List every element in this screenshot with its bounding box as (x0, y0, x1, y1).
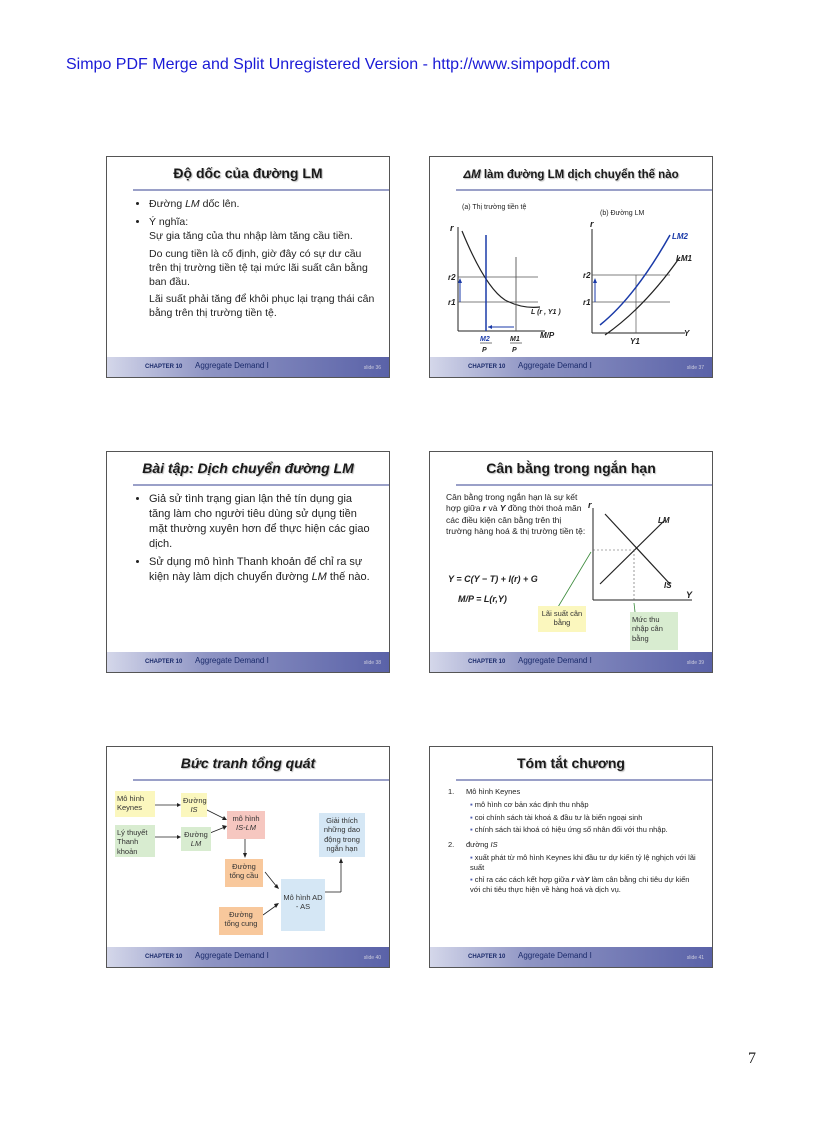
equilibrium-text: Cân bằng trong ngắn hạn là sự kết hợp giữa r và Y đồng thời thoả mãn các điều kiện cân bằng trên thị trường hàng hoá & thị trường tiền tệ: (446, 492, 586, 537)
slide-title: Bài tập: Dịch chuyển đường LM (142, 460, 354, 476)
lm2-curve (600, 235, 670, 325)
summary-heading-2: 2. đường IS (448, 840, 498, 849)
r1-label-b: r1 (583, 298, 591, 307)
watermark-text: Simpo PDF Merge and Split Unregistered Version - http://www.simpopdf.com (66, 56, 611, 73)
slide-exercise (106, 451, 390, 673)
footer-title: Aggregate Demand I (518, 951, 592, 960)
slide-title: Cân bằng trong ngắn hạn (486, 460, 656, 476)
summary-item: ▪ mô hình cơ bản xác định thu nhập (470, 799, 589, 809)
aggregate-demand-box: Đường tổng cầu (225, 859, 263, 887)
bullet: • Đường LM dốc lên. (149, 197, 375, 211)
p-label: P (482, 347, 487, 354)
slide-chapter-summary (429, 746, 713, 968)
summary-item: ▪ xuất phát từ mô hình Keynes khi đầu tư dự kiến tỷ lệ nghịch với lãi suất (470, 852, 696, 872)
axis-r-label: r (588, 500, 592, 510)
slide-number: slide 39 (686, 660, 704, 666)
summary-sublist-2 (448, 853, 700, 895)
lm1-curve (605, 257, 680, 335)
money-demand-label: L (r , Y1 ) (531, 309, 561, 316)
slide-number: slide 37 (686, 365, 704, 371)
slide-lm-slope (106, 156, 390, 378)
income-pointer (634, 603, 635, 612)
m2-label: M2 (480, 336, 490, 343)
equilibrium-rate-box: Lãi suất cân bằng (538, 606, 586, 632)
footer-chapter: CHAPTER 10 (145, 659, 183, 665)
summary-item: ▪ chỉ ra các cách kết hợp giữa r vàY làm cân bằng chi tiêu dự kiến với chi tiêu thực hiện về hàng hoá và dịch vụ. (470, 875, 690, 894)
slide-footer (107, 652, 389, 672)
equilibrium-income-box: Mức thu nhập cân bằng (630, 612, 678, 650)
slide-title: Bức tranh tổng quát (180, 755, 316, 771)
paragraph: Lãi suất phải tăng để khôi phục lại trạng thái cân bằng trên thị trường tiền tệ. (149, 293, 375, 320)
footer-chapter: CHAPTER 10 (468, 954, 506, 960)
r1-label: r1 (448, 298, 456, 307)
ad-as-model-box: Mô hình AD - AS (281, 879, 325, 931)
title-rule (133, 484, 389, 486)
page-number: 7 (748, 1050, 756, 1067)
summary-list (448, 787, 700, 895)
slide-number: slide 40 (363, 955, 381, 961)
summary-item: ▪ chính sách tài khoá có hiệu ứng số nhân đối với thu nhập. (470, 825, 668, 835)
y1-label: Y1 (630, 337, 640, 346)
slide-number: slide 36 (363, 365, 381, 371)
paragraph: Do cung tiền là cố định, giờ đây có sự dư cầu trên thị trường tiền tệ tại mức lãi suất cân bằng ban đầu. (149, 247, 368, 288)
slide-body (137, 492, 375, 589)
r2-label-b: r2 (583, 271, 591, 280)
slide-number: slide 41 (686, 955, 704, 961)
summary-heading-1: 1. Mô hình Keynes (448, 787, 521, 796)
footer-title: Aggregate Demand I (195, 361, 269, 370)
slide-short-run-equilibrium (429, 451, 713, 673)
footer-chapter: CHAPTER 10 (468, 364, 506, 370)
is-lm-model-box: mô hình IS-LM (227, 811, 265, 839)
panel-a-label: (a) Thị trường tiền tệ (462, 204, 527, 211)
footer-title: Aggregate Demand I (518, 361, 592, 370)
slide-footer (430, 357, 712, 377)
footer-chapter: CHAPTER 10 (145, 954, 183, 960)
rate-pointer (558, 552, 591, 607)
money-market-lm-graph (430, 157, 712, 357)
lm-equation: M/P = L(r,Y) (458, 594, 507, 604)
slide-title: Độ dốc của đường LM (173, 165, 323, 181)
axis-r-label-b: r (590, 219, 594, 229)
slide-footer (107, 357, 389, 377)
title-rule (456, 779, 712, 781)
lm1-label: LM1 (676, 254, 692, 263)
slide-footer (430, 947, 712, 967)
axis-y-label: Y (686, 590, 693, 600)
footer-chapter: CHAPTER 10 (145, 364, 183, 370)
bullet: • Ý nghĩa: Sự gia tăng của thu nhập làm tăng cầu tiền. Do cung tiền là cố định, giờ đây có sự dư cầu trên thị trường tiền tệ tại mức lãi suất cân bằng ban đầu. Lãi suất phải tăng để khôi phục lại trạng thái cân bằng trên thị trường tiền tệ. (149, 215, 375, 320)
is-curve-box: Đường IS (181, 793, 207, 817)
keynes-model-box: Mô hình Keynes (115, 791, 155, 817)
p-label-2: P (512, 347, 517, 354)
axis-mp-label: M/P (540, 331, 555, 340)
slide-title: Tóm tắt chương (517, 755, 625, 771)
slide-lm-shift (429, 156, 713, 378)
aggregate-supply-box: Đường tổng cung (219, 907, 263, 935)
panel-b-label: (b) Đường LM (600, 210, 645, 217)
money-demand-curve (462, 231, 540, 307)
slide-big-picture (106, 746, 390, 968)
axis-r-label: r (450, 223, 454, 233)
slide-body (137, 197, 375, 324)
footer-title: Aggregate Demand I (195, 951, 269, 960)
is-equation: Y = C(Y − T) + I(r) + G (448, 574, 538, 584)
footer-chapter: CHAPTER 10 (468, 659, 506, 665)
bullet: • Sử dụng mô hình Thanh khoản để chỉ ra sự kiện này làm dịch chuyển đường LM thế nào. (149, 555, 375, 585)
slide-title: ΔM làm đường LM dịch chuyển thế nào (463, 169, 679, 181)
footer-title: Aggregate Demand I (518, 656, 592, 665)
bullet: • Giả sử tình trạng gian lận thẻ tín dụng gia tăng làm cho người tiêu dùng sử dụng tiền mặt thường xuyên hơn để thực hiện các giao dịch. (149, 492, 375, 551)
axis-y-label: Y (684, 329, 690, 338)
lm-curve (600, 520, 665, 584)
m1-label: M1 (510, 336, 520, 343)
lm-label: LM (658, 516, 670, 525)
paragraph: Sự gia tăng của thu nhập làm tăng cầu tiền. (149, 230, 353, 243)
liquidity-theory-box: Lý thuyết Thanh khoản (115, 825, 155, 857)
explanation-box: Giải thích những dao động trong ngắn hạn (319, 813, 365, 857)
slide-footer (430, 652, 712, 672)
title-rule (133, 189, 389, 191)
r2-label: r2 (448, 273, 456, 282)
is-label: IS (664, 581, 672, 590)
lm-curve-box: Đường LM (181, 827, 211, 851)
footer-title: Aggregate Demand I (195, 656, 269, 665)
slide-footer (107, 947, 389, 967)
slide-number: slide 38 (363, 660, 381, 666)
lm2-label: LM2 (672, 232, 688, 241)
summary-item: ▪ coi chính sách tài khoá & đầu tư là biến ngoại sinh (470, 812, 643, 822)
summary-sublist-1 (448, 800, 700, 835)
